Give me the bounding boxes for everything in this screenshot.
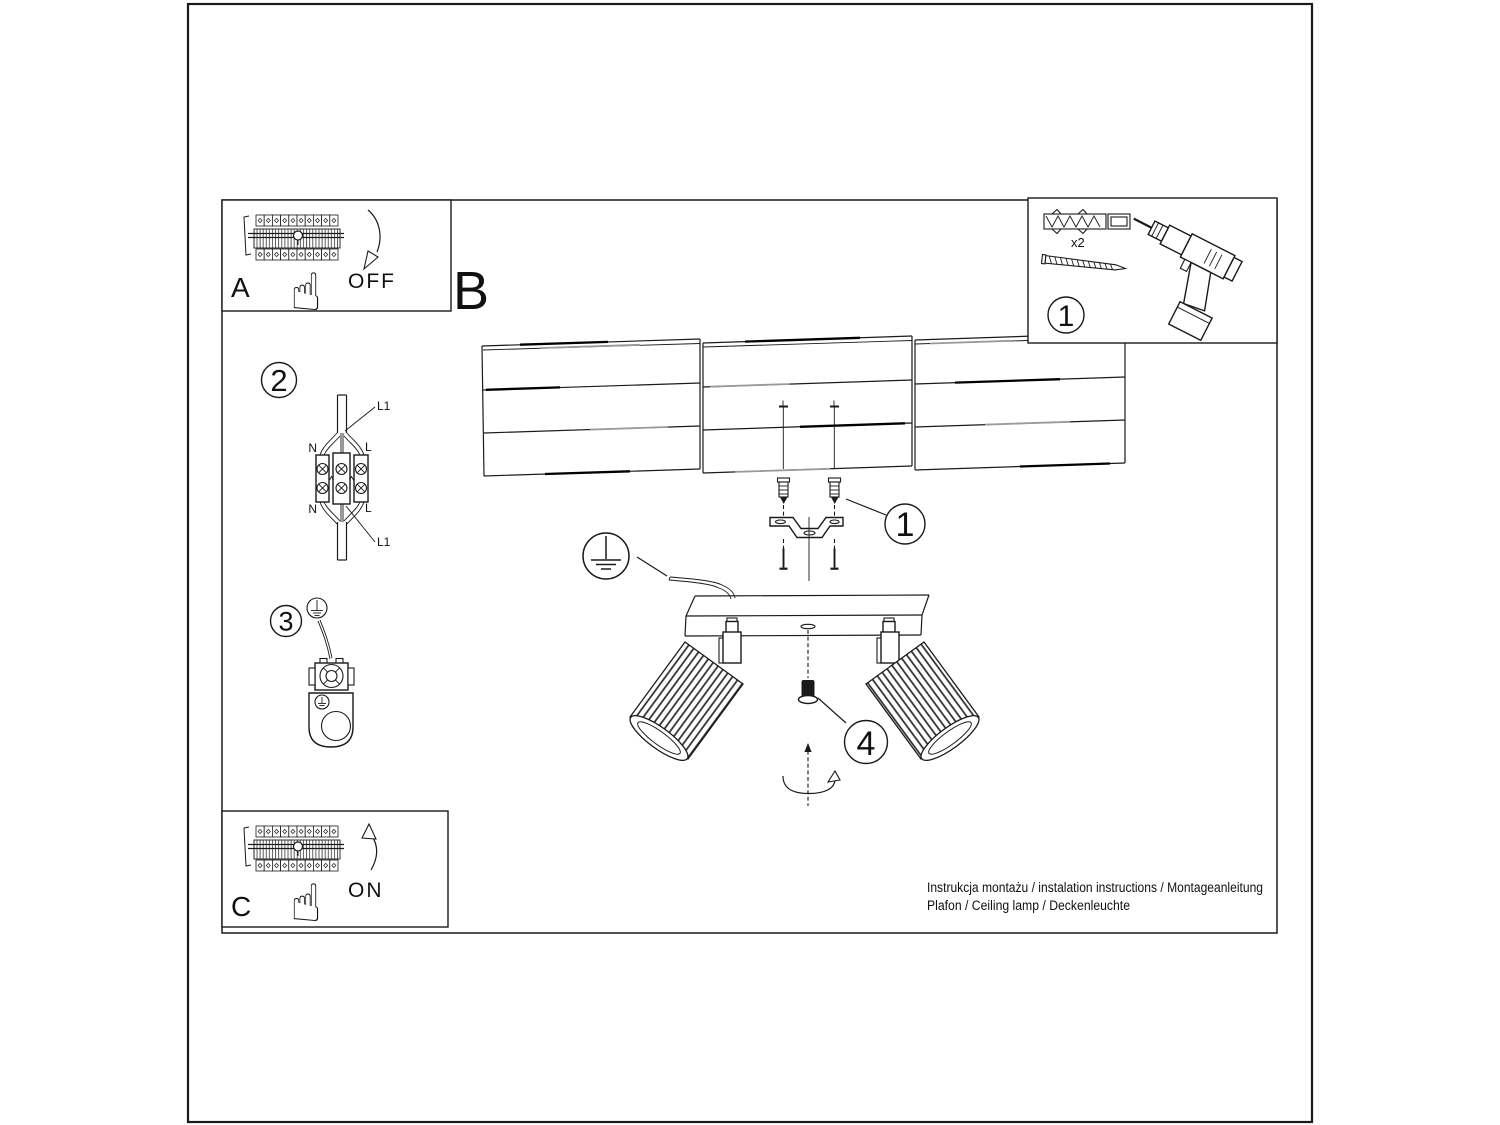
wire-label-l1-bottom: L1 [377, 535, 391, 549]
footer-line2: Plafon / Ceiling lamp / Deckenleuchte [927, 898, 1130, 913]
callout-1 [885, 504, 925, 544]
wire-label-n-top: N [308, 441, 317, 455]
breaker-switch-icon [244, 215, 344, 260]
callout-4-number: 4 [856, 725, 876, 763]
wire-label-l1-top: L1 [377, 399, 391, 413]
wire-label-l-top: L [365, 440, 372, 454]
view-label-b: B [453, 261, 490, 321]
panel-c-label: C [231, 891, 252, 922]
wire-label-n-bottom: N [308, 502, 317, 516]
callout-3 [271, 606, 302, 637]
panel-a-label: A [231, 272, 250, 303]
power-on-label: ON [348, 879, 384, 902]
ground-bracket-plate [309, 693, 353, 747]
callout-1-number: 1 [895, 506, 915, 544]
pointing-finger-icon: ☝ [290, 874, 322, 934]
tools-panel [1028, 198, 1277, 343]
terminal-block [316, 453, 368, 504]
pointing-finger-icon: ☝ [290, 263, 322, 323]
callout-1-tools [1048, 297, 1084, 333]
callout-3-number: 3 [278, 606, 294, 637]
ground-symbol-icon [583, 533, 629, 579]
panel-a [222, 200, 451, 323]
panel-c [222, 811, 448, 934]
power-off-label: OFF [348, 270, 396, 293]
callout-2 [262, 363, 297, 399]
callout-4 [845, 721, 888, 764]
breaker-switch-icon [244, 826, 344, 871]
ground-clamp [309, 659, 354, 691]
quantity-label: x2 [1071, 235, 1085, 250]
callout-1-tools-number: 1 [1057, 300, 1075, 333]
wire-label-l-bottom: L [365, 501, 372, 515]
callout-2-number: 2 [270, 363, 288, 398]
footer-line1: Instrukcja montażu / instalation instructions / Montageanleitung [927, 880, 1263, 895]
ground-symbol-small-icon [307, 598, 327, 618]
